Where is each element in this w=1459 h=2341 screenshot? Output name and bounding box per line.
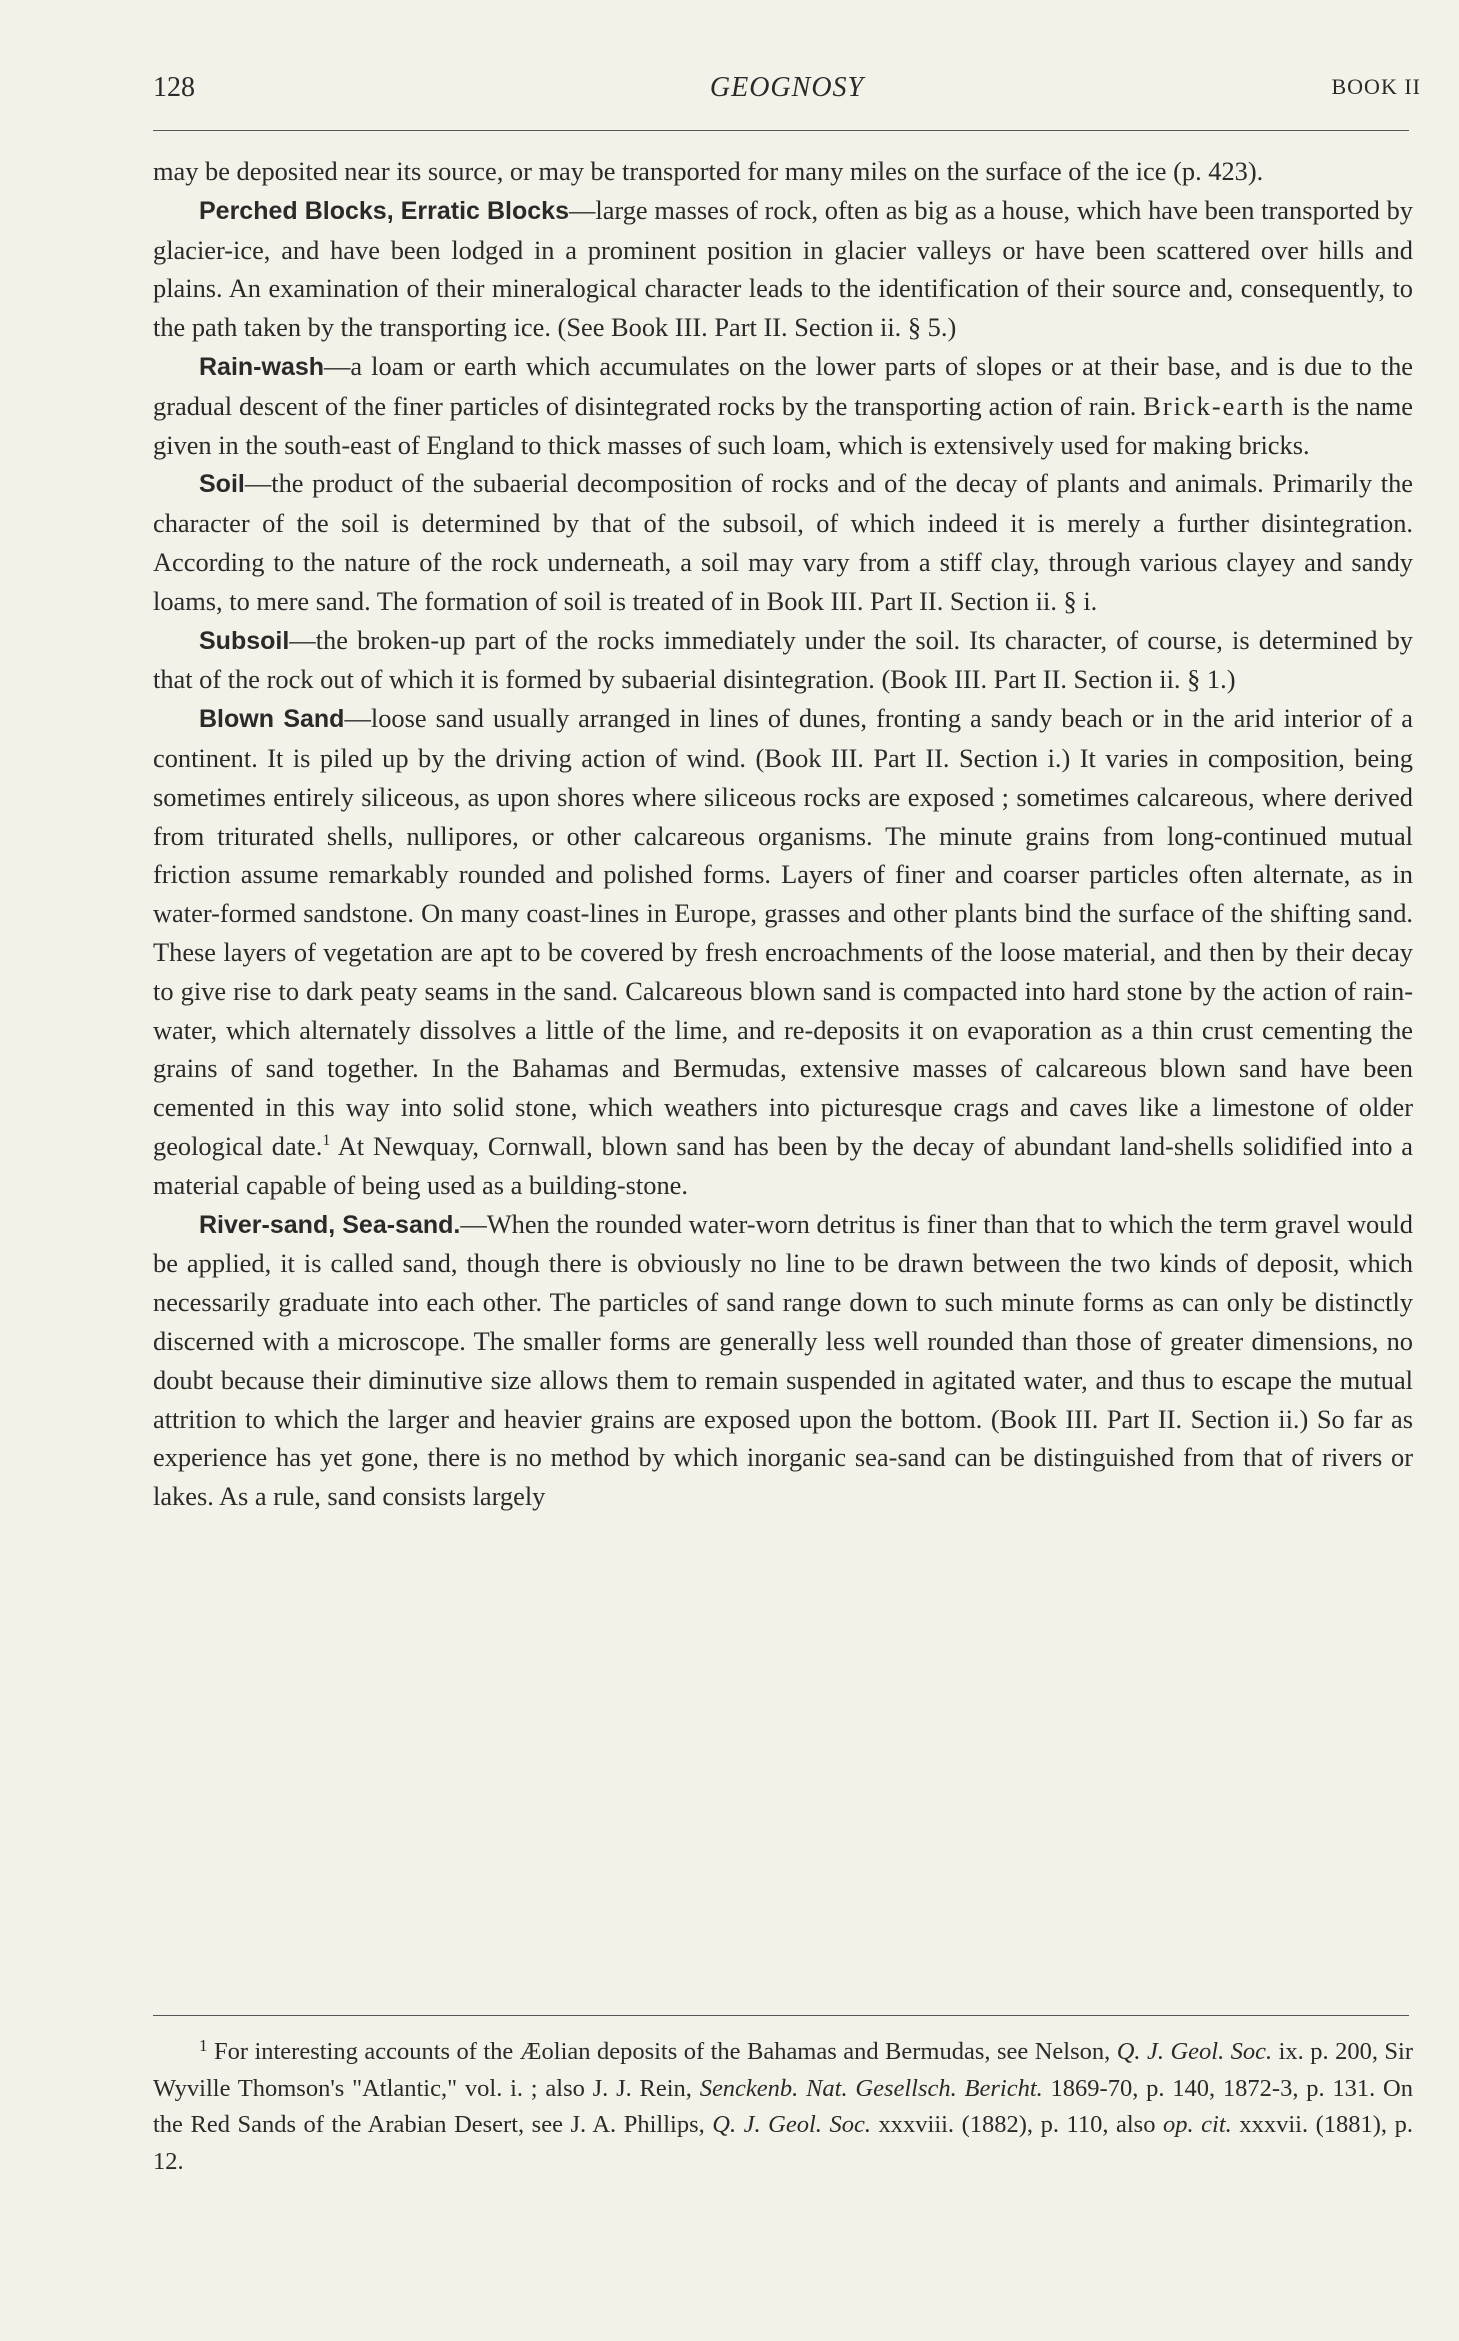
paragraph-text: may be deposited near its source, or may be transported for many miles on the surface of the ice (p. 423). (153, 156, 1264, 186)
entry-term: River-sand, Sea-sand. (199, 1210, 461, 1239)
entry-term: Rain-wash (199, 352, 325, 381)
footnote-text: xxxvii. (1881), p. 12. (153, 2111, 1413, 2175)
footnote-text: For interesting accounts of the Æolian deposits of the Bahamas and Bermudas, see Nelson, (207, 2038, 1117, 2065)
entry-text: —a loam or earth which accumulates on the lower parts of slopes or at their base, and is due to the gradual descent of the finer particles of disintegrated rocks by the transporting action of rain. (153, 350, 1413, 421)
entry-soil (153, 464, 1413, 620)
footnote-rule (153, 2015, 1409, 2016)
citation-op-cit: op. cit. (1163, 2111, 1232, 2139)
main-text (153, 152, 1413, 1516)
entry-rain-wash (153, 347, 1413, 464)
entry-text: —the broken-up part of the rocks immediately under the soil. Its character, of course, is determined by that of the rock out of which it is formed by subaerial disintegration. (Book III. Part II. Section ii. § 1.) (153, 624, 1413, 695)
footnote-paragraph (153, 2028, 1413, 2180)
header-rule (153, 130, 1409, 131)
footnote-reference[interactable]: 1 (322, 1132, 331, 1150)
entry-term: Subsoil (199, 626, 290, 655)
entry-perched-blocks (153, 191, 1413, 347)
entry-subsoil (153, 621, 1413, 700)
entry-text: —large masses of rock, often as big as a house, which have been transported by glacier-ice, and have been lodged in a prominent position in glacier valleys or have been scattered over hills and plains. An examination of their mineralogical character leads to the identification of their source and, consequently, to the path taken by the transporting ice. (See Book III. Part II. Section ii. § 5.) (153, 194, 1413, 343)
entry-term: Blown Sand (199, 705, 345, 734)
footnote (153, 2028, 1413, 2180)
entry-term: Soil (199, 470, 245, 499)
running-title: GEOGNOSY (709, 72, 865, 103)
footnote-text: xxxviii. (1882), p. 110, also (870, 2111, 1164, 2139)
entry-blown-sand (153, 699, 1413, 1204)
footnote-text: 1869-70, p. 140, 1872-3, p. 131. On the Red Sands of the Arabian Desert, see J. A. Phillips, (153, 2074, 1413, 2139)
footnote-text: ix. p. 200, Sir Wyville Thomson's "Atlantic," vol. i. ; also J. J. Rein, (153, 2038, 1413, 2102)
entry-text: At Newquay, Cornwall, blown sand has been by the decay of abundant land-shells solidified into a material capable of being used as a building-stone. (153, 1130, 1413, 1200)
citation-journal: Senckenb. Nat. Gesellsch. Bericht. (699, 2074, 1043, 2102)
book-label: BOOK II (1331, 74, 1421, 99)
running-header (153, 72, 1421, 116)
citation-journal: Q. J. Geol. Soc. (712, 2111, 871, 2139)
entry-text: —When the rounded water-worn detritus is finer than that to which the term gravel would be applied, it is called sand, though there is obviously no line to be drawn between the two kinds of deposit, which necessarily graduate into each other. The particles of sand range down to such minute forms as can only be distinctly discerned with a microscope. The smaller forms are generally less well rounded than those of greater dimensions, no doubt because their diminutive size allows them to remain suspended in agitated water, and thus to escape the mutual attrition to which the larger and heavier grains are exposed upon the bottom. (Book III. Part II. Section ii.) So far as experience has yet gone, there is no method by which inorganic sea-sand can be distinguished from that of rivers or lakes. As a rule, sand consists largely (153, 1208, 1413, 1512)
entry-text: —the product of the subaerial decomposition of rocks and of the decay of plants and animals. Primarily the character of the soil is determined by that of the subsoil, of which indeed it is merely a further disintegration. According to the nature of the rock underneath, a soil may vary from a stiff clay, through various clayey and sandy loams, to mere sand. The formation of soil is treated of in Book III. Part II. Section ii. § i. (153, 468, 1413, 616)
entry-text: —loose sand usually arranged in lines of dunes, fronting a sandy beach or in the arid interior of a continent. It is piled up by the driving action of wind. (Book III. Part II. Section i.) It varies in composition, being sometimes entirely siliceous, as upon shores where siliceous rocks are exposed ; sometimes calcareous, where derived from triturated shells, nullipores, or other calcareous organisms. The minute grains from long-continued mutual friction assume remarkably rounded and polished forms. Layers of finer and coarser particles often alternate, as in water-formed sandstone. On many coast-lines in Europe, grasses and other plants bind the surface of the shifting sand. These layers of vegetation are apt to be covered by fresh encroachments of the loose material, and then by their decay to give rise to dark peaty seams in the sand. Calcareous blown sand is compacted into hard stone by the action of rain-water, which alternately dissolves a little of the lime, and re-deposits it on evaporation as a thin crust cementing the grains of sand together. In the Bahamas and Bermudas, extensive masses of calcareous blown sand have been cemented in this way into solid stone, which weathers into picturesque crags and caves like a limestone of older geological date. (153, 703, 1414, 1161)
entry-river-sand (153, 1205, 1413, 1516)
page-number: 128 (153, 72, 195, 103)
citation-journal: Q. J. Geol. Soc. (1116, 2038, 1273, 2065)
footnote-mark: 1 (199, 2036, 208, 2055)
paragraph-continuation (153, 152, 1413, 191)
entry-text: is the name given in the south-east of England to thick masses of such loam, which is extensively used for making bricks. (153, 390, 1413, 460)
entry-subterm: Brick-earth (1143, 390, 1286, 421)
entry-term: Perched Blocks, Erratic Blocks (199, 196, 569, 225)
